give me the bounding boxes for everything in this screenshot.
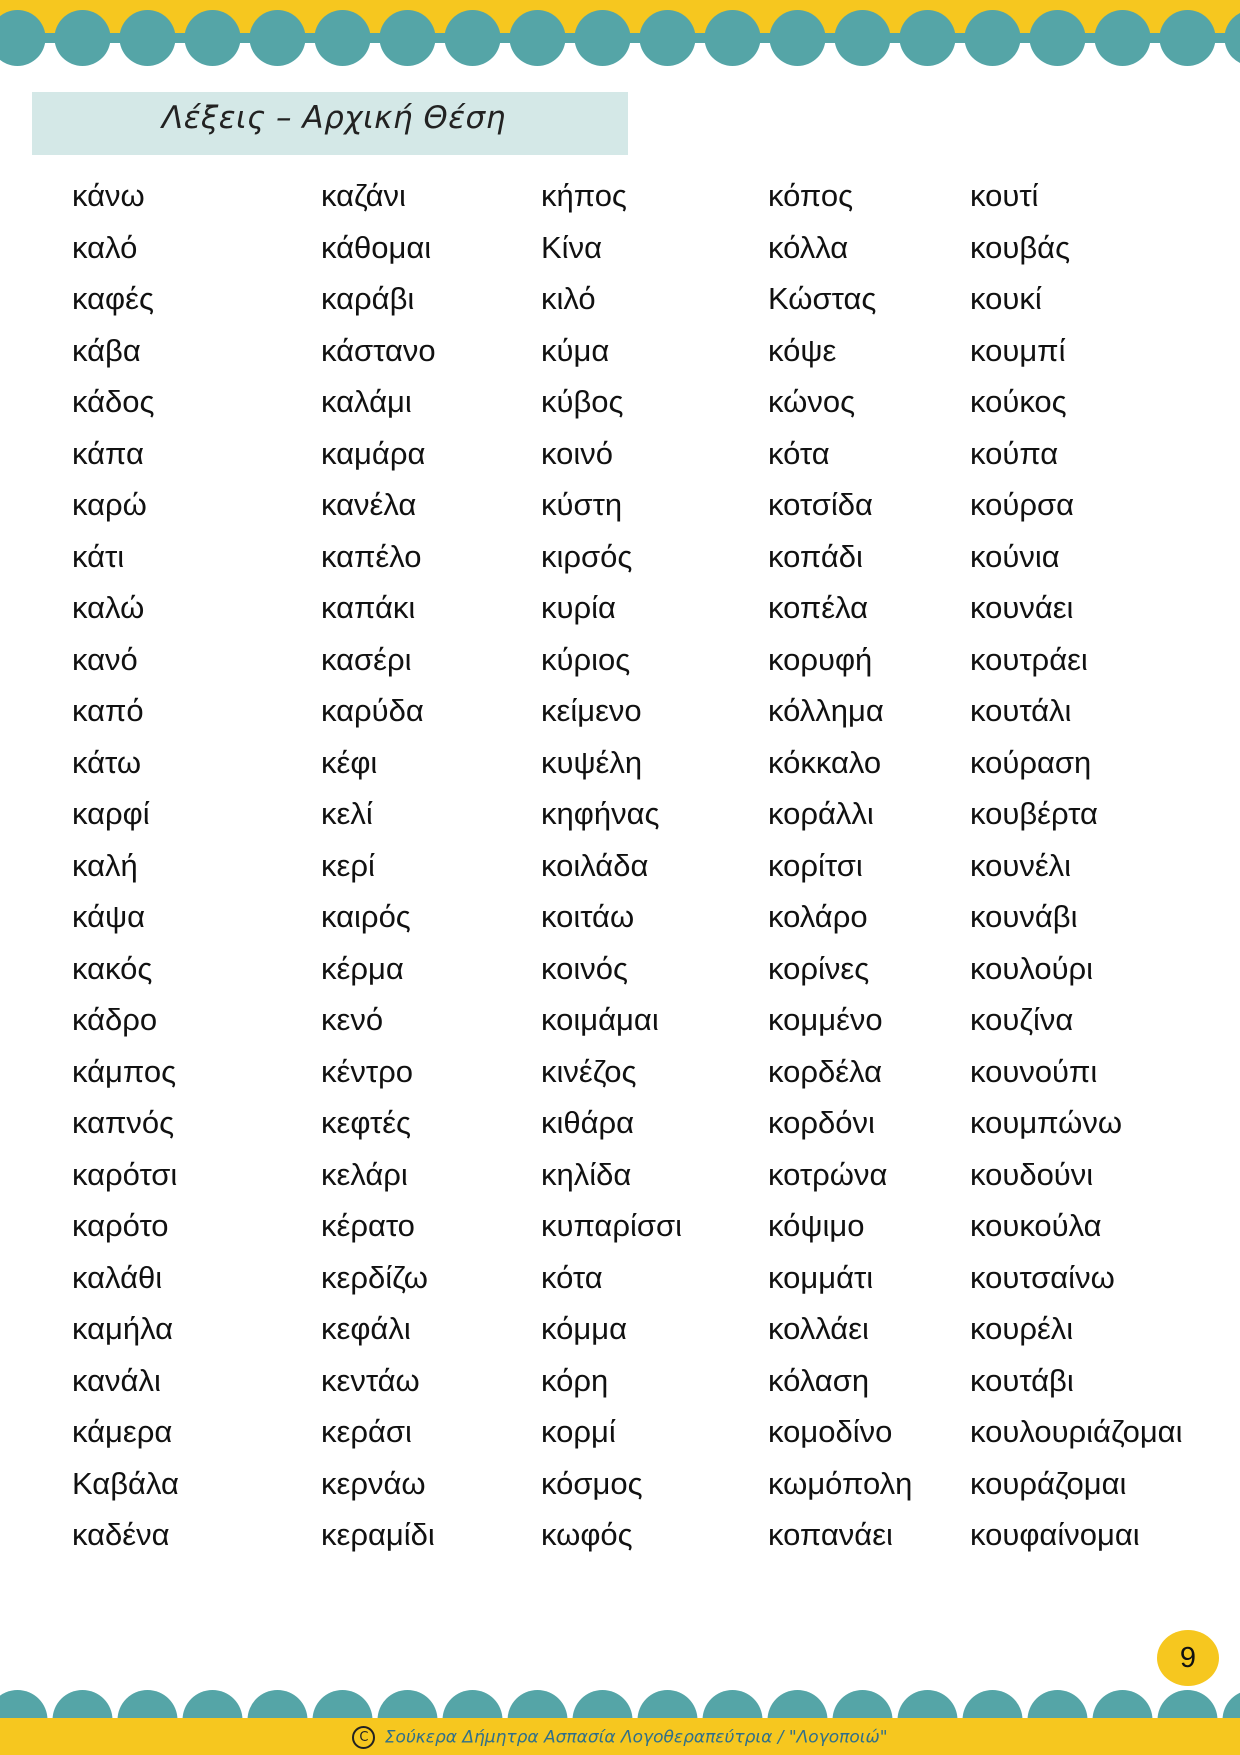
word-item: καλάμι: [321, 384, 412, 419]
word-item: κουλούρι: [970, 950, 1094, 986]
word-item: κάπα: [72, 435, 144, 471]
scallop-shape: [1160, 10, 1216, 66]
word-item: κοιμάμαι: [541, 1002, 659, 1037]
word-column-4: [768, 170, 912, 1561]
word-item: κούνια: [970, 538, 1060, 574]
word-item: κανέλα: [321, 487, 417, 522]
word-item: κουνέλι: [970, 847, 1072, 883]
word-item: κορδόνι: [768, 1105, 875, 1140]
scallop-shape: [640, 10, 696, 66]
word-item: κάδος: [72, 384, 155, 419]
word-item: κότα: [768, 435, 830, 471]
word-item: κουμπί: [970, 332, 1066, 368]
word-item: κολάρο: [768, 899, 868, 934]
scallop-shape: [55, 10, 111, 66]
word-item: κοπάδι: [768, 538, 863, 574]
word-item: κάμερα: [72, 1414, 173, 1449]
word-item: καλή: [72, 847, 138, 883]
scallop-shape: [1095, 10, 1151, 66]
word-item: κουτί: [970, 178, 1039, 213]
word-item: κουκί: [970, 281, 1042, 316]
word-column-5: [970, 170, 1183, 1561]
word-item: κορίτσι: [768, 847, 863, 883]
word-item: κορδέλα: [768, 1053, 883, 1089]
word-item: κανάλι: [72, 1362, 161, 1398]
word-item: κουνούπι: [970, 1053, 1098, 1089]
scallop-shape: [1030, 10, 1086, 66]
word-item: καιρός: [321, 899, 411, 934]
scallop-shape: [770, 10, 826, 66]
word-item: κουράζομαι: [970, 1465, 1127, 1501]
word-item: κάδρο: [72, 1002, 158, 1037]
word-item: κεντάω: [321, 1362, 420, 1398]
title-box: [32, 92, 628, 155]
word-column-1: [72, 170, 179, 1561]
word-item: κάστανο: [321, 332, 436, 368]
scallop-shape: [185, 10, 241, 66]
word-item: καπέλο: [321, 538, 422, 574]
word-item: καζάνι: [321, 178, 406, 213]
word-item: κούκος: [970, 384, 1067, 419]
word-item: κεραμίδι: [321, 1517, 435, 1552]
word-item: κουβάς: [970, 229, 1071, 265]
word-item: κιλό: [541, 281, 596, 316]
word-item: κύβος: [541, 384, 624, 419]
scallop-shape: [315, 10, 371, 66]
word-column-2: [321, 170, 436, 1561]
word-item: κουτάλι: [970, 693, 1072, 728]
word-item: κόπος: [768, 178, 854, 213]
word-item: καμήλα: [72, 1311, 174, 1346]
word-item: κόκκαλο: [768, 744, 882, 780]
word-item: κερί: [321, 847, 375, 883]
word-item: Κώστας: [768, 281, 877, 316]
word-item: κοιτάω: [541, 899, 635, 934]
word-item: κούρσα: [970, 487, 1075, 522]
word-item: κανό: [72, 641, 138, 677]
page-title: Λέξεις – Αρχική Θέση: [162, 100, 506, 136]
word-item: κόσμος: [541, 1465, 643, 1501]
scallop-shape: [575, 10, 631, 66]
word-item: κυπαρίσσι: [541, 1208, 682, 1243]
word-item: κουτσαίνω: [970, 1259, 1115, 1295]
word-item: κυρία: [541, 590, 616, 625]
word-item: κινέζος: [541, 1053, 637, 1089]
word-item: κάψα: [72, 899, 146, 934]
word-item: κύμα: [541, 332, 610, 368]
scallop-shape: [900, 10, 956, 66]
word-item: κιθάρα: [541, 1105, 635, 1140]
footer-text: Σούκερα Δήμητρα Ασπασία Λογοθεραπεύτρια / "Λογοποιώ": [384, 1727, 888, 1748]
scallop-shape: [445, 10, 501, 66]
word-item: κύριος: [541, 641, 631, 677]
word-item: κάβα: [72, 332, 141, 368]
top-decorative-border: [0, 0, 1240, 70]
word-item: κιρσός: [541, 538, 633, 574]
word-item: κόλαση: [768, 1362, 870, 1398]
word-item: κουκούλα: [970, 1208, 1102, 1243]
word-column-3: [541, 170, 682, 1561]
word-item: κοινό: [541, 435, 613, 471]
word-item: κέντρο: [321, 1053, 413, 1089]
word-item: κόλλημα: [768, 693, 884, 728]
word-item: κορμί: [541, 1414, 616, 1449]
word-item: κεράσι: [321, 1414, 412, 1449]
copyright-icon: C: [352, 1726, 375, 1749]
word-item: καλώ: [72, 590, 145, 625]
word-item: καλό: [72, 229, 138, 265]
scallop-shape: [965, 10, 1021, 66]
word-item: κορίνες: [768, 950, 870, 986]
word-item: κουβέρτα: [970, 796, 1098, 831]
word-item: κάνω: [72, 178, 145, 213]
word-item: κάτω: [72, 744, 142, 780]
word-item: κυψέλη: [541, 744, 643, 780]
word-item: κέρμα: [321, 950, 404, 986]
word-item: κουτάβι: [970, 1362, 1074, 1398]
word-item: κότα: [541, 1259, 603, 1295]
word-item: κουμπώνω: [970, 1105, 1123, 1140]
word-item: καρότο: [72, 1208, 169, 1243]
word-item: κοπέλα: [768, 590, 869, 625]
scallop-shape: [510, 10, 566, 66]
word-item: κενό: [321, 1002, 384, 1037]
word-item: κουνάει: [970, 590, 1074, 625]
word-item: κώνος: [768, 384, 856, 419]
word-item: κούραση: [970, 744, 1092, 780]
word-item: καρύδα: [321, 693, 424, 728]
word-item: κεφάλι: [321, 1311, 411, 1346]
word-item: καπό: [72, 693, 144, 728]
word-item: καρφί: [72, 796, 150, 831]
word-item: κηλίδα: [541, 1156, 632, 1192]
word-item: κακός: [72, 950, 153, 986]
word-item: κουνάβι: [970, 899, 1078, 934]
word-item: κείμενο: [541, 693, 642, 728]
word-item: καρώ: [72, 487, 147, 522]
word-item: κωμόπολη: [768, 1465, 913, 1501]
word-item: κωφός: [541, 1517, 633, 1552]
word-item: κομμένο: [768, 1002, 883, 1037]
word-item: κόψιμο: [768, 1208, 865, 1243]
word-item: κοιλάδα: [541, 847, 649, 883]
word-item: κερδίζω: [321, 1259, 428, 1295]
scallop-shape: [705, 10, 761, 66]
word-item: κηφήνας: [541, 796, 660, 831]
word-item: καδένα: [72, 1517, 170, 1552]
word-item: καμάρα: [321, 435, 426, 471]
word-item: κέφι: [321, 744, 378, 780]
word-item: κοτρώνα: [768, 1156, 888, 1192]
word-item: κόψε: [768, 332, 837, 368]
scallop-shape: [380, 10, 436, 66]
footer-credit: [0, 1726, 1240, 1749]
word-item: κελί: [321, 796, 373, 831]
word-item: καρότσι: [72, 1156, 178, 1192]
word-item: κοινός: [541, 950, 628, 986]
word-item: κουφαίνομαι: [970, 1517, 1140, 1552]
word-item: Κίνα: [541, 229, 602, 265]
word-item: κόλλα: [768, 229, 849, 265]
scallop-shape: [120, 10, 176, 66]
word-item: κάτι: [72, 538, 125, 574]
word-item: κάμπος: [72, 1053, 177, 1089]
word-item: κούπα: [970, 435, 1059, 471]
word-item: κερνάω: [321, 1465, 426, 1501]
word-item: κεφτές: [321, 1105, 411, 1140]
scallop-shape: [835, 10, 891, 66]
scallop-shape: [250, 10, 306, 66]
page-number-badge: 9: [1157, 1630, 1219, 1686]
word-item: καπάκι: [321, 590, 416, 625]
word-item: κελάρι: [321, 1156, 408, 1192]
word-item: καφές: [72, 281, 154, 316]
word-item: κολλάει: [768, 1311, 869, 1346]
word-item: Καβάλα: [72, 1465, 179, 1501]
word-item: κόμμα: [541, 1311, 628, 1346]
word-item: κήπος: [541, 178, 627, 213]
word-item: κοτσίδα: [768, 487, 873, 522]
word-item: κασέρι: [321, 641, 412, 677]
word-item: κόρη: [541, 1362, 609, 1398]
word-item: καράβι: [321, 281, 415, 316]
word-item: κουλουριάζομαι: [970, 1414, 1183, 1449]
word-item: κέρατο: [321, 1208, 415, 1243]
word-item: κορυφή: [768, 641, 873, 677]
word-item: καλάθι: [72, 1259, 163, 1295]
word-item: κάθομαι: [321, 229, 432, 265]
word-item: καπνός: [72, 1105, 175, 1140]
word-item: κουτράει: [970, 641, 1088, 677]
word-item: κουδούνι: [970, 1156, 1094, 1192]
word-item: κουζίνα: [970, 1002, 1074, 1037]
word-item: κοράλλι: [768, 796, 874, 831]
word-item: κουρέλι: [970, 1311, 1074, 1346]
word-item: κομμάτι: [768, 1259, 874, 1295]
word-item: κοπανάει: [768, 1517, 893, 1552]
word-item: κύστη: [541, 487, 623, 522]
word-item: κομοδίνο: [768, 1414, 893, 1449]
